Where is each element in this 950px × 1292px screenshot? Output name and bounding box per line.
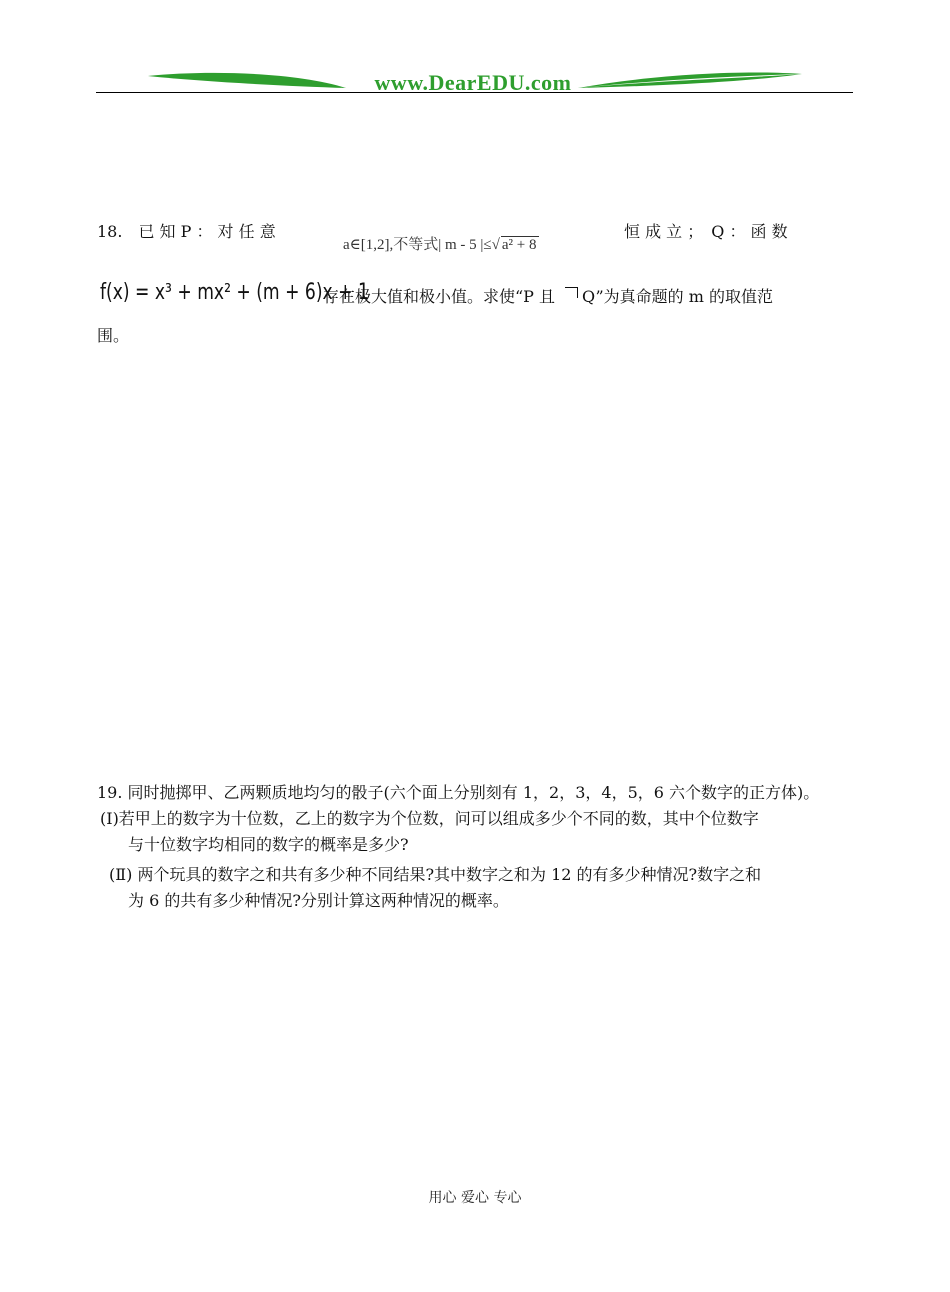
q19-stem: 19. 同时抛掷甲、乙两颗质地均匀的骰子(六个面上分别刻有 1，2，3，4，5，6 六个数字的正方体)。 [97, 783, 820, 802]
q18-condition [343, 233, 539, 254]
question-19 [97, 780, 857, 914]
q19-part-2-line-1: (Ⅱ) 两个玩具的数字之和共有多少种不同结果?其中数字之和为 12 的有多少种情况?数字之和 [109, 865, 762, 884]
question-18-line-2 [97, 280, 853, 316]
question-18-line-3: 围。 [97, 326, 130, 345]
header-rule [96, 92, 853, 93]
page-footer: 用心 爱心 专心 [428, 1190, 522, 1206]
logo-text: www.DearEDU.com [374, 70, 572, 95]
logical-not-icon [565, 287, 578, 298]
q18-intro: 18. 已 知 P ： 对 任 意 [97, 222, 276, 241]
q18-condition-prefix: a∈[1,2],不等式| m - 5 |≤ [343, 237, 492, 253]
q18-function-formula: f(x) = x³ + mx² + (m + 6)x + 1 [100, 280, 369, 305]
sqrt-radical-icon: √ [491, 237, 500, 253]
q18-condition-radicand: a² + 8 [501, 237, 537, 253]
q18-line2-text-a: 存在极大值和极小值。求使“P 且 [323, 287, 556, 306]
q18-line1-right: 恒 成 立 ； Q ： 函 数 [624, 222, 788, 241]
q18-line2-text-b: Q”为真命题的 m 的取值范 [582, 287, 773, 306]
q19-part-1-line-1: (Ⅰ)若甲上的数字为十位数，乙上的数字为个位数，问可以组成多少个不同的数，其中个位数字 [100, 809, 759, 828]
q18-line2-text [323, 284, 773, 307]
question-18-line-1 [97, 217, 853, 253]
q19-part-1-line-2: 与十位数字均相同的数字的概率是多少? [128, 835, 409, 854]
q19-part-2-line-2: 为 6 的共有多少种情况?分别计算这两种情况的概率。 [128, 891, 509, 910]
